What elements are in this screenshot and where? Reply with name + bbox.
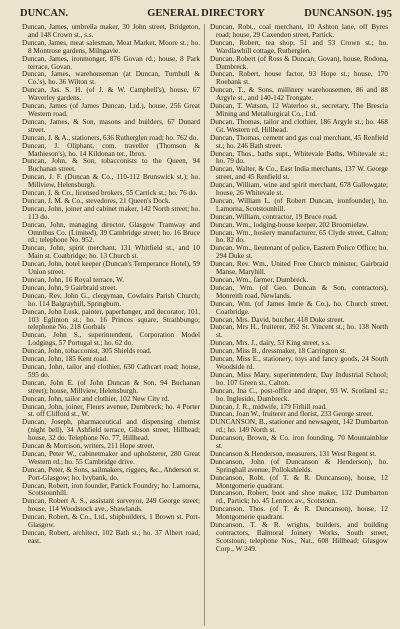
directory-entry: Duncanson, Brown, & Co. iron founding, 70 Mountainblue st. (210, 434, 388, 451)
directory-entry: Duncan, James (of James Duncan, Ltd.), house, 256 Great Western road. (22, 102, 200, 118)
directory-entry: Duncan, Jas. S. H. (of J. & W. Campbell's), house, 67 Waverley gardens. (22, 86, 200, 103)
directory-entry: Duncanson, Robt. (of T. & R. Duncanson), house, 12 Montgomerie quadrant. (210, 473, 388, 490)
directory-entry: Duncan, Wm., lodging-house keeper, 202 Broomielaw. (210, 220, 369, 229)
directory-entry: Duncan, T., & Sons, millinery warehousemen, 86 and 88 Argyle st., and 140-142 Trongate. (210, 86, 388, 103)
directory-entry: Duncan, Walter, & Co., East India merchants, 137 W. George street, and 45 Renfield st. (210, 165, 388, 182)
directory-entry: Duncan, J. Oliphant, com. traveller (Thomson & Mathieson's), ho. 14 Kildonan ter., Ibrox. (22, 141, 200, 158)
directory-entry: Duncanson & Henderson, measurers, 131 West Regent st. (210, 449, 377, 458)
directory-entry: Duncan, Mrs. J., dairy, 53 King street, s.s. (210, 339, 331, 348)
directory-entry: Duncan, Rev. John G., clergyman, Cowlairs Parish Church; ho. 114 Balgrayhill, Springburn. (22, 291, 200, 308)
directory-entry: Duncan, John, spirit merchant, 131 Whitfield st., and 10 Main st. Coatbridge; ho. 13 Church st. (22, 244, 200, 261)
directory-entry: Duncan, Mrs. David, butcher, 418 Duke street. (210, 315, 345, 324)
directory-entry: Duncan, John, 16 Royal terrace, W. (22, 276, 124, 284)
directory-entry: Duncan, Thos., baths supt., Whitevale Baths, Whitevale st.; ho. 79 do. (210, 149, 388, 166)
directory-entry: Duncan, J. R., midwife, 179 Firhill road. (210, 402, 327, 411)
directory-entry: Duncan, Robert, tea shop, 51 and 53 Crown st.; ho. Wardlawhill cottage, Rutherglen. (210, 38, 388, 55)
running-header (20, 6, 392, 22)
directory-entry: Duncan, Miss B., dressmaker, 18 Carrington st. (210, 347, 347, 356)
directory-entry: Duncan, Wm., lieutenant of police, Eastern Police Office; ho. 294 Duke st. (210, 244, 388, 261)
page-number: 195 (375, 8, 392, 20)
directory-entry: Duncan, J. M. & Co., stevedores, 21 Queen's Dock. (22, 196, 171, 205)
directory-entry: Duncan, Miss Mary, superintendent, Day Industrial School; ho. 107 Green st., Calton. (210, 370, 388, 387)
directory-entry: Duncan, John, hotel keeper (Duncan's Temperance Hotel), 59 Union street. (22, 260, 200, 277)
directory-entry: Duncan, Ina C., post-office and draper, 93 W. Scotland st.; ho. Inglesido, Dumbreck. (210, 386, 388, 403)
directory-entry: Duncan, William, wine and spirit merchant, 678 Gallowgate; house, 26 Whitevale st. (210, 181, 388, 198)
header-right-name: DUNCANSON. (304, 8, 374, 19)
directory-entry: Duncan, John E. (of John Duncan & Son, 94 Buchanan street); house, Millview, Helensburgh. (22, 378, 200, 395)
directory-entry: Duncanson, John (of Duncanson & Henderson), ho. Springhall avenue, Pollokshields. (210, 457, 388, 474)
directory-entry: Duncan, Peter W., cabinetmaker and upholsterer, 280 Great Western rd.; ho. 55 Cambridge drive. (22, 449, 200, 466)
directory-entry: Duncan, John, & Son, tobacconists to the Queen, 94 Buchanan street. (22, 157, 200, 174)
directory-entry: Duncan, T. Watson, 12 Waterloo st., secretary, The Brescia Mining and Metallurgical Co., Ltd. (210, 102, 388, 118)
directory-entry: Duncan, John, 185 Kent road. (22, 355, 109, 364)
directory-entry: Duncanson, Thos. (of T. & R. Duncanson), house, 12 Montgomerie quadrant. (210, 505, 388, 522)
directory-entry: Duncan, John Lusk, painter, paperhanger, and decorator, 101, 103 Eglinton st.; ho. 16 Princes square, Strathbungo; telephone No. 218 Gorbals (22, 307, 200, 332)
directory-entry: Duncan, James, & Son, masons and builders, 67 Dunard street. (22, 117, 200, 134)
directory-entry: Duncan, John, joiner, Fleurs avenue, Dumbreck; ho. 4 Porter st. off Clifford st., W. (22, 402, 200, 419)
directory-entry: DUNCANSON, B., stationer and newsagent, 142 Dumbarton rd.; ho. 149 North st. (210, 418, 388, 435)
directory-entry: Duncan, John S., superintendent, Corporation Model Lodgings, 57 Portugal st.; ho. 62 do. (22, 331, 200, 348)
header-left-name: DUNCAN. (20, 8, 69, 19)
directory-entry: Duncan, Robt., coal merchant, 10 Ashton lane, off Byres road; house, 29 Caxendon street, Partick. (210, 24, 388, 39)
directory-entry: Duncan, Joan W., fruiterer and florist, 233 George street. (210, 410, 374, 419)
directory-entry: Duncan, James, warehouseman (at Duncan, Turnbull & Co.'s), ho. 36 Wilton st. (22, 70, 200, 87)
directory-entry: Duncan, James, meat salesman, Meat Market, Moore st.; ho. 8 Montrose gardens, Milngavie. (22, 38, 200, 55)
directory-entry: Duncan, Wm. (of James Imrie & Co.), ho. Church street, Coatbridge. (210, 299, 388, 316)
directory-entry: Duncan, William L. (of Robert Duncan, ironfounder), ho. Lamorna, Scotstounhill. (210, 196, 388, 213)
directory-entry: Duncan, Miss E., stationery, toys and fancy goods, 24 South Woodside rd. (210, 355, 388, 371)
directory-entry: Duncan, James, ironmonger, 876 Govan rd.; house, 8 Park terrace, Govan. (22, 54, 200, 71)
directory-entry: Duncan, William, contractor, 19 Bruce road. (210, 212, 338, 221)
directory-entry: Duncan, Rev. Wm., United Free Church minister, Gairbraid Manse, Maryhill. (210, 260, 388, 277)
directory-entry: Duncan, Thomas, cement and gas coal merchant, 45 Renfield st.; ho. 246 Bath street. (210, 133, 388, 150)
directory-entry: Duncan, J. F. (Duncan & Co., 110-112 Brunswick st.); ho. Millview, Helensburgh. (22, 173, 200, 190)
directory-entry: Duncanson, Robert, boot and shoe maker, 132 Dumbarton rd., Partick; ho. 45 Lennox av., Scotstoun. (210, 489, 388, 506)
directory-entry: Duncan, Peter, & Sons, sailmakers, riggers, &c., Anderson st. Port-Glasgow; ho. Ivybank, do. (22, 465, 200, 482)
directory-entry: Duncan, John, tailor and clothier, 630 Cathcart road; house, 595 do. (22, 362, 200, 379)
directory-entry: Duncan, John, joiner and cabinet maker, 142 North street; ho. 113 do. (22, 204, 200, 221)
right-column (210, 24, 388, 626)
directory-entry: Duncan, Robert, house factor, 93 Hope st.; house, 170 Roebank st. (210, 70, 388, 87)
directory-entry: Duncan, John, 9 Gairbraid street. (22, 283, 118, 292)
directory-entry: Duncan, Robert, iron founder, Partick Foundry; ho. Lamorna, Scotstounhill. (22, 481, 200, 498)
directory-entry: Duncan, Robert (of Ross & Duncan, Govan), house, Rodona, Dumbreck. (210, 54, 388, 71)
directory-entry: Duncan, Wm., farmer, Dumbreck. (210, 276, 309, 284)
directory-entry: Duncan, Joseph, pharmaceutical and dispensing chemist (night bell), 34 Ashfield terrace, Gibson street, Hillhead; house, 32 do. Telephone No. 77, Hillhead. (22, 418, 200, 443)
directory-entry: Duncan, Mrs H., fruiterer, 392 St. Vincent st.; ho. 138 North st. (210, 323, 388, 340)
directory-entry: Duncan, Robert A. S., assistant surveyor, 249 George street; house, 114 Woodstock ave., Shawlands. (22, 497, 200, 514)
directory-entry: Duncan, John, managing director, Glasgow Tramway and Omnibus Co. (Limited), 39 Cambridge street; ho. 16 Bruce rd.; telephone No. 952. (22, 220, 200, 245)
directory-entry: Duncan, Thomas, tailor and clothier, 186 Argyle st.; ho. 468 Gt. Western rd. Hillhead. (210, 117, 388, 134)
left-column (22, 24, 200, 626)
directory-entry: Duncan, J. & A., stationers, 636 Rutherglen road; ho. 762 do. (22, 133, 199, 142)
directory-entry: Duncan, Wm. (of Geo. Duncan & Son, contractors), Monreith road, Newlands. (210, 283, 388, 300)
directory-entry: Duncan, Robert, & Co., Ltd., shipbuilders, 1 Brown st. Port-Glasgow. (22, 513, 200, 530)
directory-entry: Duncanson, T. & R. wrights, builders, and building contractors, Balmoral Joinery Works, South street, Scotstoun; telephone Nos., Nat., 608 Hillhead; Glasgow Corp., W 249. (210, 521, 388, 553)
directory-entry: Duncan, J. & Co., licensed brokers, 55 Carrick st.; ho. 76 do. (22, 189, 198, 198)
entries-area (22, 24, 394, 626)
directory-entry: Duncan, John, tailor and clothier, 102 New City rd. (22, 394, 170, 403)
directory-entry: Duncan & Morrison, writers, 211 Hope street. (22, 442, 155, 451)
column-divider (204, 24, 205, 626)
directory-entry: Duncan, Wm., hosiery manufacturer, 65 Clyde street, Calton; ho. 82 do. (210, 228, 388, 245)
directory-entry: Duncan, James, umbrella maker, 30 John street, Bridgeton, and 148 Crown st., s.s. (22, 24, 200, 39)
header-title: GENERAL DIRECTORY (147, 8, 265, 19)
directory-entry: Duncan, John, tobacconist, 305 Shields road. (22, 347, 152, 356)
directory-entry: Duncan, Robert, architect, 102 Bath st.; ho. 37 Albert road, east. (22, 529, 200, 545)
